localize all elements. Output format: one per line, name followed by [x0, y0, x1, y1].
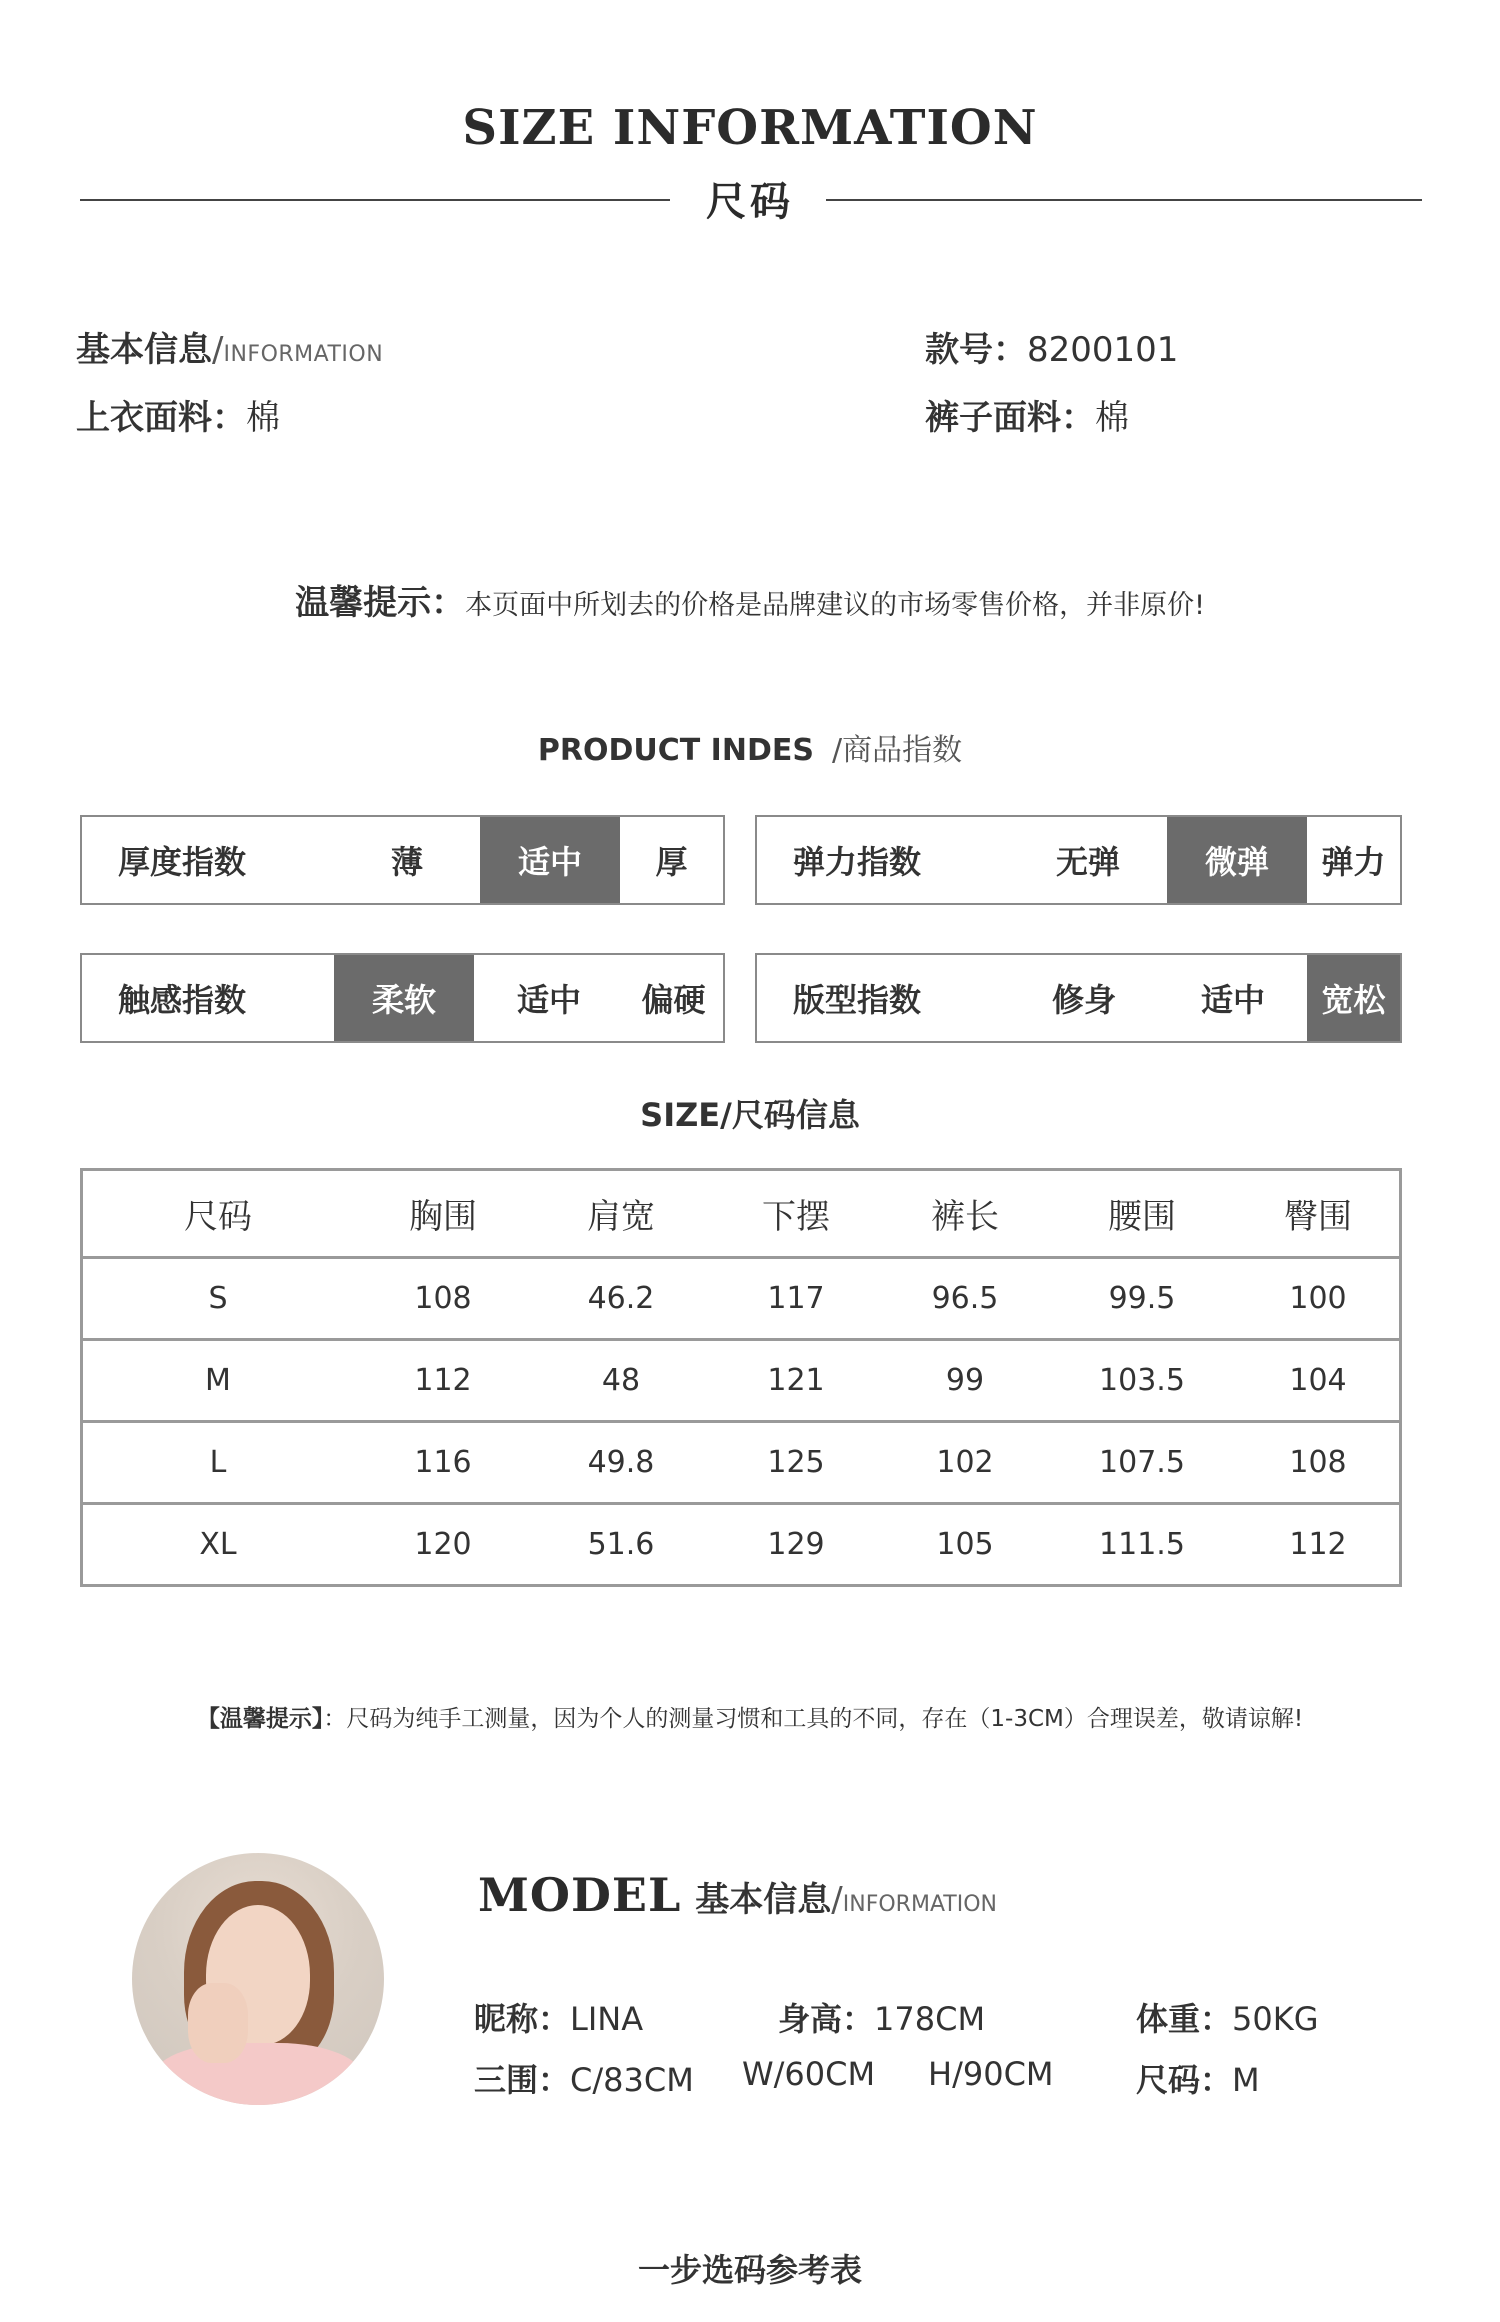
elasticity-option: 无弹	[1055, 843, 1120, 881]
measurement-note	[0, 1700, 1500, 1733]
model-height-value: 178CM	[874, 2000, 986, 2038]
price-tip-text: 本页面中所划去的价格是品牌建议的市场零售价格，并非原价!	[465, 590, 1205, 621]
pants-fabric-label: 裤子面料：	[925, 398, 1095, 438]
model-photo-shirt	[152, 2043, 364, 2105]
touch-index	[80, 953, 725, 1043]
table-cell: 48	[601, 1363, 641, 1398]
product-indexes-title-cn: /商品指数	[831, 733, 963, 768]
touch-option: 适中	[516, 981, 581, 1019]
model-title-cn: 基本信息	[695, 1880, 832, 1920]
table-cell: 102	[936, 1445, 994, 1480]
page-subtitle: 尺码	[706, 179, 794, 225]
table-cell: 117	[767, 1281, 825, 1316]
table-cell: 96.5	[931, 1281, 999, 1316]
table-cell: M	[205, 1363, 231, 1398]
table-cell: 104	[1289, 1363, 1347, 1398]
model-info-heading	[478, 1868, 997, 1922]
top-fabric-value: 棉	[246, 398, 280, 438]
model-bust: C/83CM	[570, 2061, 694, 2099]
table-cell: XL	[199, 1527, 237, 1562]
model-size-value: M	[1232, 2061, 1260, 2099]
table-row	[83, 1338, 1399, 1420]
table-cell: 46.2	[587, 1281, 655, 1316]
table-cell: 99.5	[1108, 1281, 1176, 1316]
table-cell: 112	[1289, 1527, 1347, 1562]
thickness-index	[80, 815, 725, 905]
model-title-en2: INFORMATION	[842, 1892, 997, 1917]
header-rule-right	[826, 199, 1422, 201]
table-cell: 129	[767, 1527, 825, 1562]
model-photo	[132, 1853, 384, 2105]
elasticity-index-label: 弹力指数	[793, 843, 922, 881]
column-header-waist: 腰围	[1108, 1197, 1176, 1237]
table-cell: 51.6	[587, 1527, 655, 1562]
model-photo-hand	[188, 1983, 248, 2063]
table-header-row	[83, 1171, 1399, 1256]
elasticity-index	[755, 815, 1402, 905]
basic-info-heading-cn: 基本信息	[76, 330, 212, 370]
table-cell: 116	[414, 1445, 472, 1480]
table-cell: 121	[767, 1363, 825, 1398]
table-cell: 107.5	[1099, 1445, 1185, 1480]
table-cell: 108	[1289, 1445, 1347, 1480]
table-cell: 49.8	[587, 1445, 655, 1480]
table-cell: 103.5	[1099, 1363, 1185, 1398]
fit-index	[755, 953, 1402, 1043]
thickness-index-label: 厚度指数	[118, 843, 247, 881]
measurement-note-label: 【温馨提示】	[196, 1706, 324, 1732]
style-number-value: 8200101	[1027, 330, 1179, 370]
model-title-en: MODEL	[478, 1868, 682, 1922]
top-fabric	[76, 390, 280, 439]
model-waist: W/60CM	[742, 2055, 876, 2093]
model-measurements-label: 三围：	[474, 2061, 571, 2099]
table-row	[83, 1502, 1399, 1584]
pants-fabric	[925, 390, 1129, 439]
product-indexes-title-en: PRODUCT INDES	[537, 733, 814, 768]
touch-index-label: 触感指数	[118, 981, 247, 1019]
model-nickname-value: LINA	[570, 2000, 644, 2038]
model-weight-value: 50KG	[1232, 2000, 1319, 2038]
page-title: SIZE INFORMATION	[462, 100, 1038, 156]
style-number	[925, 322, 1178, 371]
table-cell: L	[209, 1445, 227, 1480]
model-weight-label: 体重：	[1136, 2000, 1233, 2038]
size-table-title: SIZE/尺码信息	[640, 1096, 860, 1134]
top-fabric-label: 上衣面料：	[76, 398, 246, 438]
column-header-size: 尺码	[184, 1197, 252, 1237]
table-cell: 105	[936, 1527, 994, 1562]
thickness-option: 薄	[390, 843, 423, 881]
fit-option: 适中	[1200, 981, 1265, 1019]
model-measurements	[474, 2055, 694, 2101]
column-header-hem: 下摆	[762, 1197, 830, 1237]
table-row	[83, 1256, 1399, 1338]
table-cell: 112	[414, 1363, 472, 1398]
thickness-option: 厚	[655, 843, 688, 881]
table-cell: 108	[414, 1281, 472, 1316]
elasticity-option: 弹力	[1321, 843, 1386, 881]
model-size	[1136, 2055, 1260, 2101]
column-header-pants-length: 裤长	[931, 1197, 999, 1237]
model-hip: H/90CM	[928, 2055, 1054, 2093]
column-header-shoulder: 肩宽	[587, 1197, 655, 1237]
model-nickname-label: 昵称：	[474, 2000, 571, 2038]
price-tip	[0, 575, 1500, 624]
size-reference-title: 一步选码参考表	[637, 2251, 862, 2289]
table-cell: 100	[1289, 1281, 1347, 1316]
measurement-note-text: ：尺码为纯手工测量，因为个人的测量习惯和工具的不同，存在（1-3CM）合理误差，敬请谅解!	[323, 1706, 1304, 1732]
model-title-sep: /	[831, 1880, 843, 1920]
price-tip-label: 温馨提示：	[295, 583, 466, 623]
pants-fabric-value: 棉	[1095, 398, 1129, 438]
fit-index-label: 版型指数	[793, 981, 922, 1019]
model-weight	[1136, 1994, 1319, 2040]
style-number-label: 款号：	[925, 330, 1027, 370]
model-height-label: 身高：	[778, 2000, 875, 2038]
table-cell: 120	[414, 1527, 472, 1562]
size-table	[80, 1168, 1402, 1587]
thickness-option-selected: 适中	[480, 817, 620, 903]
fit-option: 修身	[1051, 981, 1116, 1019]
table-cell: 99	[945, 1363, 985, 1398]
touch-option-selected: 柔软	[334, 955, 474, 1041]
product-indexes-title	[0, 725, 1500, 769]
table-row	[83, 1420, 1399, 1502]
model-size-label: 尺码：	[1136, 2061, 1233, 2099]
basic-info-heading	[76, 322, 383, 371]
table-cell: 111.5	[1099, 1527, 1185, 1562]
table-cell: 125	[767, 1445, 825, 1480]
basic-info-heading-en: INFORMATION	[223, 342, 384, 367]
touch-option: 偏硬	[641, 981, 706, 1019]
fit-option-selected: 宽松	[1307, 955, 1400, 1041]
elasticity-option-selected: 微弹	[1167, 817, 1307, 903]
column-header-chest: 胸围	[409, 1197, 477, 1237]
basic-info-heading-sep: /	[212, 330, 224, 370]
table-cell: S	[208, 1281, 228, 1316]
model-nickname	[474, 1994, 643, 2040]
model-height	[778, 1994, 985, 2040]
column-header-hip: 臀围	[1284, 1197, 1352, 1237]
